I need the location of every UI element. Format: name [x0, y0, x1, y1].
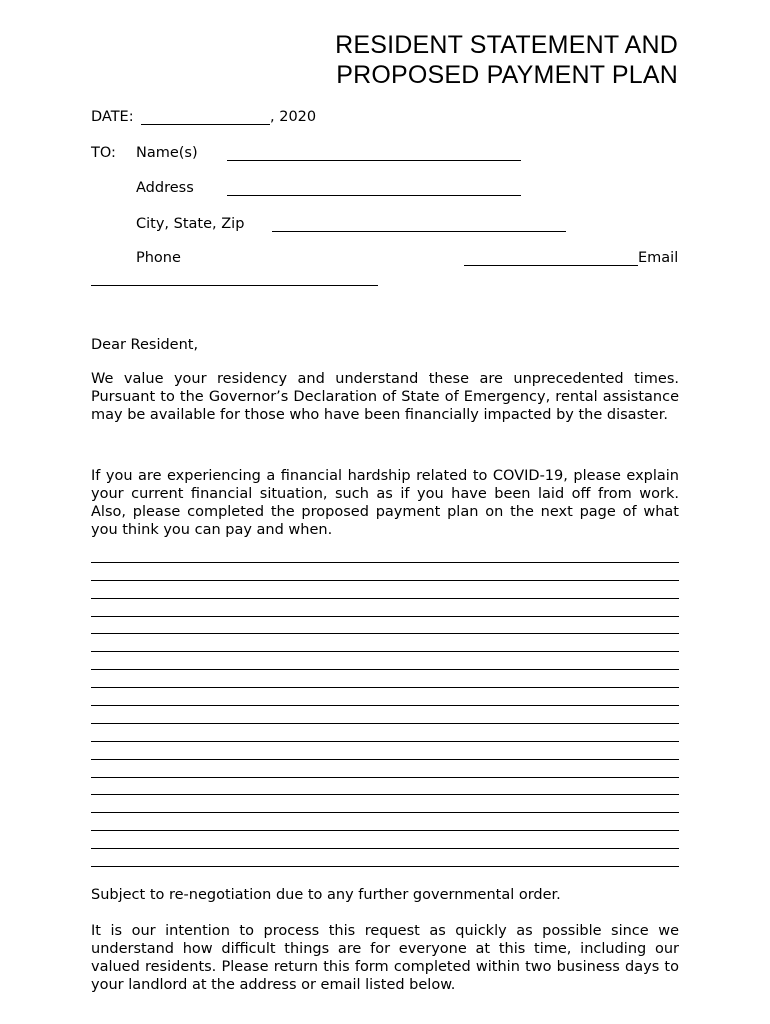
to-label: TO:: [91, 145, 116, 161]
explanation-line[interactable]: [91, 742, 679, 760]
explanation-line[interactable]: [91, 617, 679, 635]
address-field[interactable]: [227, 195, 521, 196]
email-label: Email: [638, 250, 679, 266]
date-label: DATE:: [91, 109, 134, 125]
city-state-zip-field[interactable]: [272, 231, 566, 232]
greeting: Dear Resident,: [91, 337, 199, 353]
explanation-line[interactable]: [91, 688, 679, 706]
document-title: [335, 30, 678, 90]
explanation-line[interactable]: [91, 831, 679, 849]
city-state-zip-label: City, State, Zip: [136, 216, 245, 232]
names-field[interactable]: [227, 160, 521, 161]
explanation-line[interactable]: [91, 634, 679, 652]
explanation-line[interactable]: [91, 545, 679, 563]
explanation-line[interactable]: [91, 706, 679, 724]
address-label: Address: [136, 180, 194, 196]
explanation-line[interactable]: [91, 652, 679, 670]
date-field[interactable]: [141, 124, 270, 125]
title-line-2: PROPOSED PAYMENT PLAN: [336, 61, 678, 89]
phone-label: Phone: [136, 250, 181, 266]
explanation-line[interactable]: [91, 724, 679, 742]
date-year: , 2020: [270, 109, 317, 125]
explanation-line[interactable]: [91, 760, 679, 778]
hardship-paragraph: If you are experiencing a financial hardship related to COVID-19, please explain your current financial situation, such as if you have been laid off from work. Also, please completed the proposed payment plan on the next page of what you think you can pay and when.: [91, 468, 679, 538]
explanation-line[interactable]: [91, 778, 679, 796]
intro-paragraph: We value your residency and understand these are unprecedented times. Pursuant to the Governor’s Declaration of State of Emergency, rental assistance may be available for those who have been financially impacted by the disaster.: [91, 371, 679, 423]
explanation-line[interactable]: [91, 581, 679, 599]
names-label: Name(s): [136, 145, 198, 161]
explanation-line[interactable]: [91, 670, 679, 688]
renegotiation-note: Subject to re-negotiation due to any further governmental order.: [91, 887, 561, 903]
phone-field[interactable]: [464, 265, 638, 266]
title-line-1: RESIDENT STATEMENT AND: [335, 31, 678, 59]
explanation-line[interactable]: [91, 795, 679, 813]
explanation-line[interactable]: [91, 849, 679, 867]
explanation-line[interactable]: [91, 813, 679, 831]
email-field[interactable]: [91, 285, 378, 286]
explanation-lines[interactable]: [91, 545, 679, 867]
explanation-line[interactable]: [91, 599, 679, 617]
explanation-line[interactable]: [91, 563, 679, 581]
closing-paragraph: It is our intention to process this request as quickly as possible since we understand how difficult things are for everyone at this time, including our valued residents. Please return this form completed within two business days to your landlord at the address or email listed below.: [91, 923, 679, 993]
